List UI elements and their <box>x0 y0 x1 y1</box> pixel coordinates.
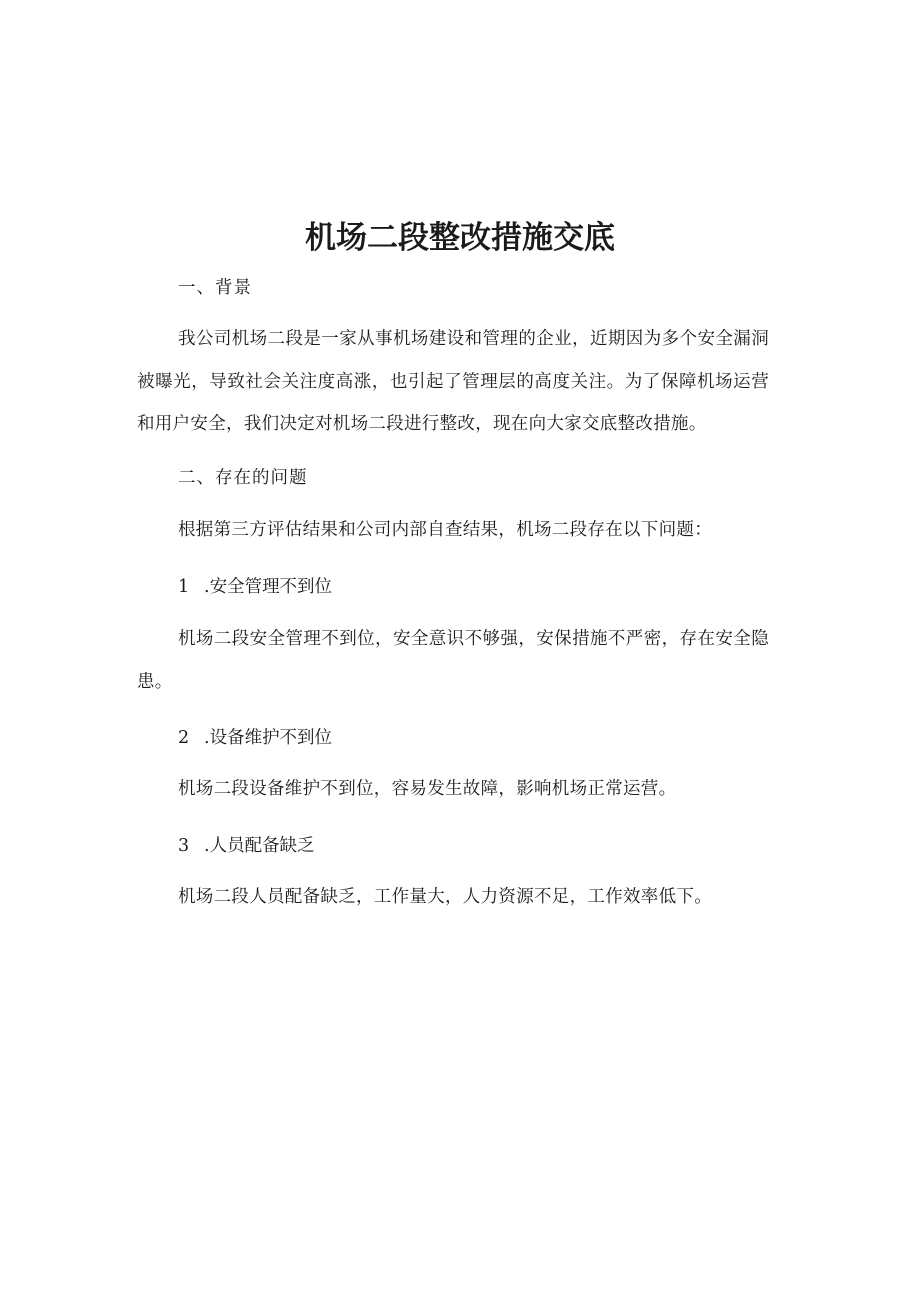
problem-item-title: .人员配备缺乏 <box>204 836 315 856</box>
problem-item-number: 2 <box>178 728 190 748</box>
document-title: 机场二段整改措施交底 <box>305 220 615 256</box>
problem-item-paragraph: 机场二段人员配备缺乏，工作量大，人力资源不足，工作效率低下。 <box>178 887 712 907</box>
problem-item-paragraph: 机场二段设备维护不到位，容易发生故障，影响机场正常运营。 <box>178 779 677 799</box>
problem-item-heading <box>178 575 332 599</box>
problem-item-heading <box>178 726 332 750</box>
problem-item-title: .安全管理不到位 <box>204 577 333 597</box>
problem-item-paragraph: 机场二段安全管理不到位，安全意识不够强，安保措施不严密，存在安全隐患。 <box>137 629 769 692</box>
section-heading-problems: 二、存在的问题 <box>178 468 308 488</box>
problems-intro-paragraph: 根据第三方评估结果和公司内部自查结果，机场二段存在以下问题： <box>178 520 712 540</box>
problem-item-number: 3 <box>178 836 190 856</box>
problem-item-heading <box>178 834 315 858</box>
problem-item-title: .设备维护不到位 <box>204 728 333 748</box>
background-paragraph: 我公司机场二段是一家从事机场建设和管理的企业，近期因为多个安全漏洞被曝光，导致社会关注度高涨，也引起了管理层的高度关注。为了保障机场运营和用户安全，我们决定对机场二段进行整改，现在向大家交底整改措施。 <box>137 329 769 434</box>
problem-item-number: 1 <box>178 577 190 597</box>
section-heading-background: 一、背景 <box>178 278 252 298</box>
